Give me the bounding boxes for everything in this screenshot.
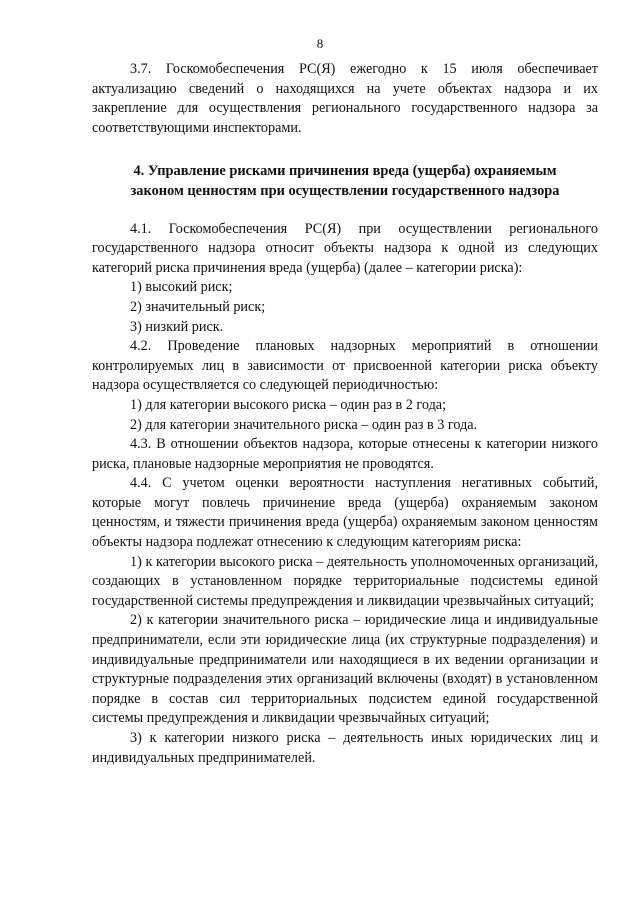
list-item-category-high: 1) к категории высокого риска – деятельность уполномоченных организаций, создающих в установленном порядке территориальные подсистемы единой государственной системы предупреждения и ликвидации чрезвычайных ситуаций;: [92, 553, 598, 609]
paragraph-4-2: 4.2. Проведение плановых надзорных мероприятий в отношении контролируемых лиц в зависимости от присвоенной категории риска объекту надзора осуществляется со следующей периодичностью:: [92, 338, 598, 394]
list-item-period-high: 1) для категории высокого риска – один раз в 2 года;: [130, 396, 447, 413]
paragraph-4-3: 4.3. В отношении объектов надзора, которые отнесены к категории низкого риска, плановые надзорные мероприятия не проводятся.: [92, 436, 598, 472]
list-item-high-risk: 1) высокий риск;: [130, 279, 233, 296]
page-number: 8: [316, 36, 324, 51]
section-heading-line2: законом ценностям при осуществлении государственного надзора: [130, 182, 560, 199]
document-content: [92, 60, 598, 768]
paragraph-3-7: 3.7. Госкомобеспечения РС(Я) ежегодно к 15 июля обеспечивает актуализацию сведений о находящихся на учете объектах надзора и их закрепление для осуществления регионального государственного надзора за соответствующими инспекторами.: [92, 61, 598, 136]
list-item-low-risk: 3) низкий риск.: [130, 318, 224, 335]
list-item-category-significant: 2) к категории значительного риска – юридические лица и индивидуальные предприниматели, если эти юридические лица (их структурные подразделения) и индивидуальные предприниматели или находящиеся в их ведении организации и структурные подразделения этих организаций включены (входят) в установленном порядке в состав сил территориальных подсистем единой государственной системы предупреждения и ликвидации чрезвычайных ситуаций;: [92, 612, 598, 727]
list-item-period-significant: 2) для категории значительного риска – один раз в 3 года.: [130, 416, 478, 433]
paragraph-4-1: 4.1. Госкомобеспечения РС(Я) при осуществлении регионального государственного надзора относит объекты надзора к одной из следующих категорий риска причинения вреда (ущерба) (далее – категории риска):: [92, 220, 598, 276]
section-heading-line1: 4. Управление рисками причинения вреда (ущерба) охраняемым: [133, 163, 557, 180]
paragraph-4-4: 4.4. С учетом оценки вероятности наступления негативных событий, которые могут повлечь причинение вреда (ущерба) охраняемым законом ценностям, и тяжести причинения вреда (ущерба) охраняемым законом ценностям объекты надзора подлежат отнесению к следующим категориям риска:: [92, 475, 598, 551]
section-heading: [92, 162, 598, 201]
list-item-category-low: 3) к категории низкого риска – деятельность иных юридических лиц и индивидуальных предпринимателей.: [92, 730, 598, 766]
list-item-significant-risk: 2) значительный риск;: [130, 298, 266, 315]
